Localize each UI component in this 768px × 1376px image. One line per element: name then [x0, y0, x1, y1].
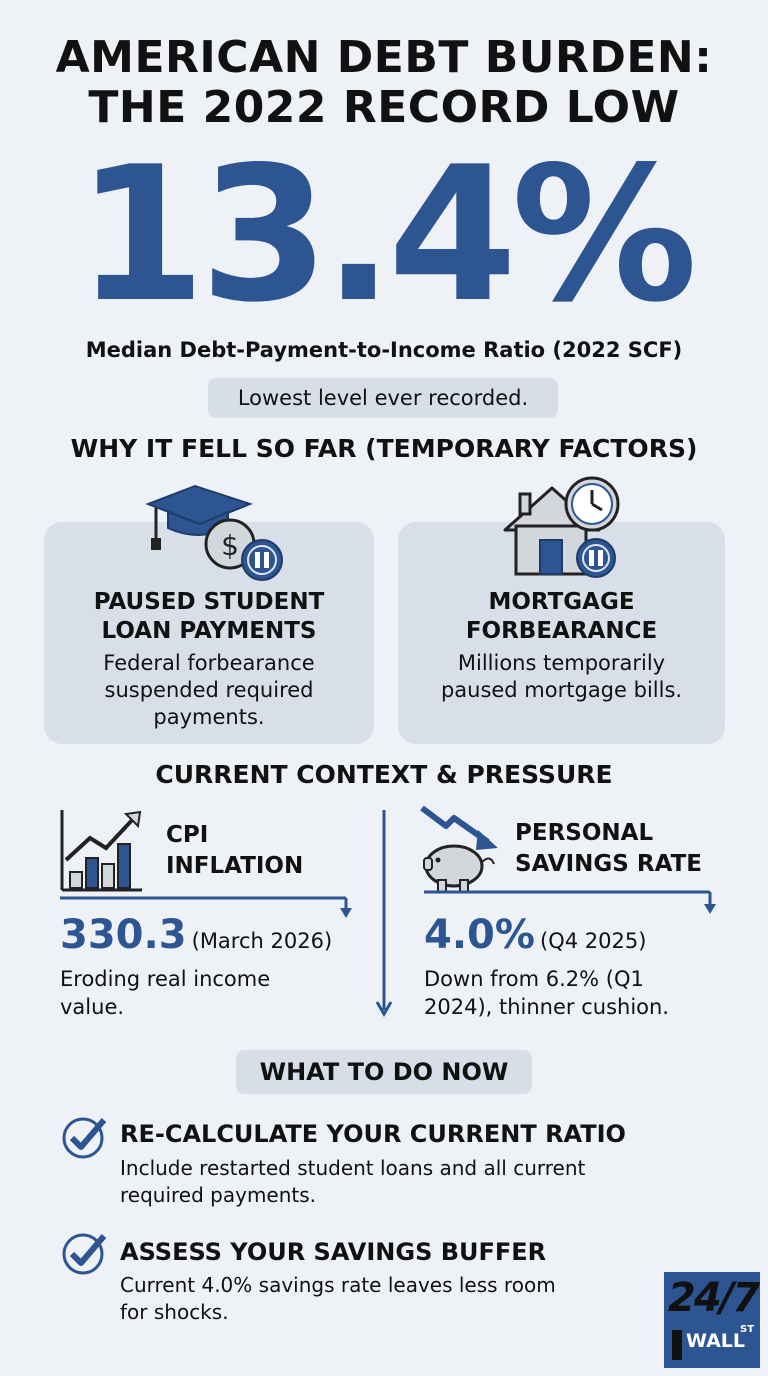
cpi-period: (March 2026): [191, 929, 333, 953]
action-text-line2: for shocks.: [120, 1300, 229, 1324]
logo-sup-text: ST: [740, 1324, 755, 1335]
logo-figure: [672, 1330, 682, 1360]
logo-sub-text: WALL: [686, 1330, 746, 1352]
action-title: RE-CALCULATE YOUR CURRENT RATIO: [120, 1120, 626, 1148]
action-text-line1: Current 4.0% savings rate leaves less room: [120, 1273, 556, 1297]
savings-value: 4.0%: [424, 912, 535, 958]
divider-arrow: [374, 810, 394, 1022]
factor-text-line1: Federal forbearance: [103, 651, 315, 675]
action-text-line2: required payments.: [120, 1183, 317, 1207]
cpi-text-line1: Eroding real income: [60, 967, 271, 991]
factors-heading: WHY IT FELL SO FAR (TEMPORARY FACTORS): [70, 434, 698, 463]
cpi-value: 330.3: [60, 912, 187, 958]
factor-text-line1: Millions temporarily: [457, 651, 666, 675]
graduation-cap-dollar-pause-icon: [140, 478, 290, 582]
hero-label: Median Debt-Payment-to-Income Ratio (2022 SCF): [85, 338, 683, 362]
actions-heading: WHAT TO DO NOW: [236, 1050, 532, 1094]
factor-title-line1: MORTGAGE: [488, 589, 635, 615]
hero-note-badge: Lowest level ever recorded.: [208, 378, 558, 418]
action-title: ASSESS YOUR SAVINGS BUFFER: [120, 1238, 547, 1266]
savings-text-line2: 2024), thinner cushion.: [424, 995, 669, 1019]
house-clock-pause-icon: [500, 474, 625, 582]
cpi-title-line2: INFLATION: [166, 853, 304, 879]
factor-text-line3: payments.: [153, 705, 265, 729]
factor-title-line2: FORBEARANCE: [465, 618, 658, 644]
page-title-line2: THE 2022 RECORD LOW: [88, 82, 680, 133]
page-title-line1: AMERICAN DEBT BURDEN:: [55, 32, 713, 83]
cpi-value-row: [60, 912, 332, 958]
factor-text-line2: suspended required: [104, 678, 314, 702]
check-circle-icon: [62, 1114, 108, 1160]
savings-period: (Q4 2025): [540, 929, 647, 953]
svg-text:$: $: [221, 529, 239, 562]
savings-title-line1: PERSONAL: [515, 820, 654, 846]
piggy-bank-falling-arrow-icon: [418, 802, 510, 894]
hero-value: 13.4%: [76, 126, 692, 343]
savings-title-line2: SAVINGS RATE: [515, 851, 702, 877]
logo-main-text: 24/7: [668, 1275, 759, 1321]
savings-text-line1: Down from 6.2% (Q1: [424, 967, 644, 991]
factor-text-line2: paused mortgage bills.: [440, 678, 683, 702]
factor-title-line2: LOAN PAYMENTS: [101, 618, 317, 644]
savings-value-row: [424, 912, 646, 958]
action-text-line1: Include restarted student loans and all current: [120, 1156, 586, 1180]
rising-bar-chart-icon: [60, 808, 144, 892]
cpi-title-line1: CPI: [166, 822, 209, 848]
cpi-text-line2: value.: [60, 995, 125, 1019]
context-heading: CURRENT CONTEXT & PRESSURE: [155, 760, 613, 789]
factor-title-line1: PAUSED STUDENT: [93, 589, 325, 615]
check-circle-icon: [62, 1230, 108, 1276]
brand-logo: [664, 1272, 760, 1368]
